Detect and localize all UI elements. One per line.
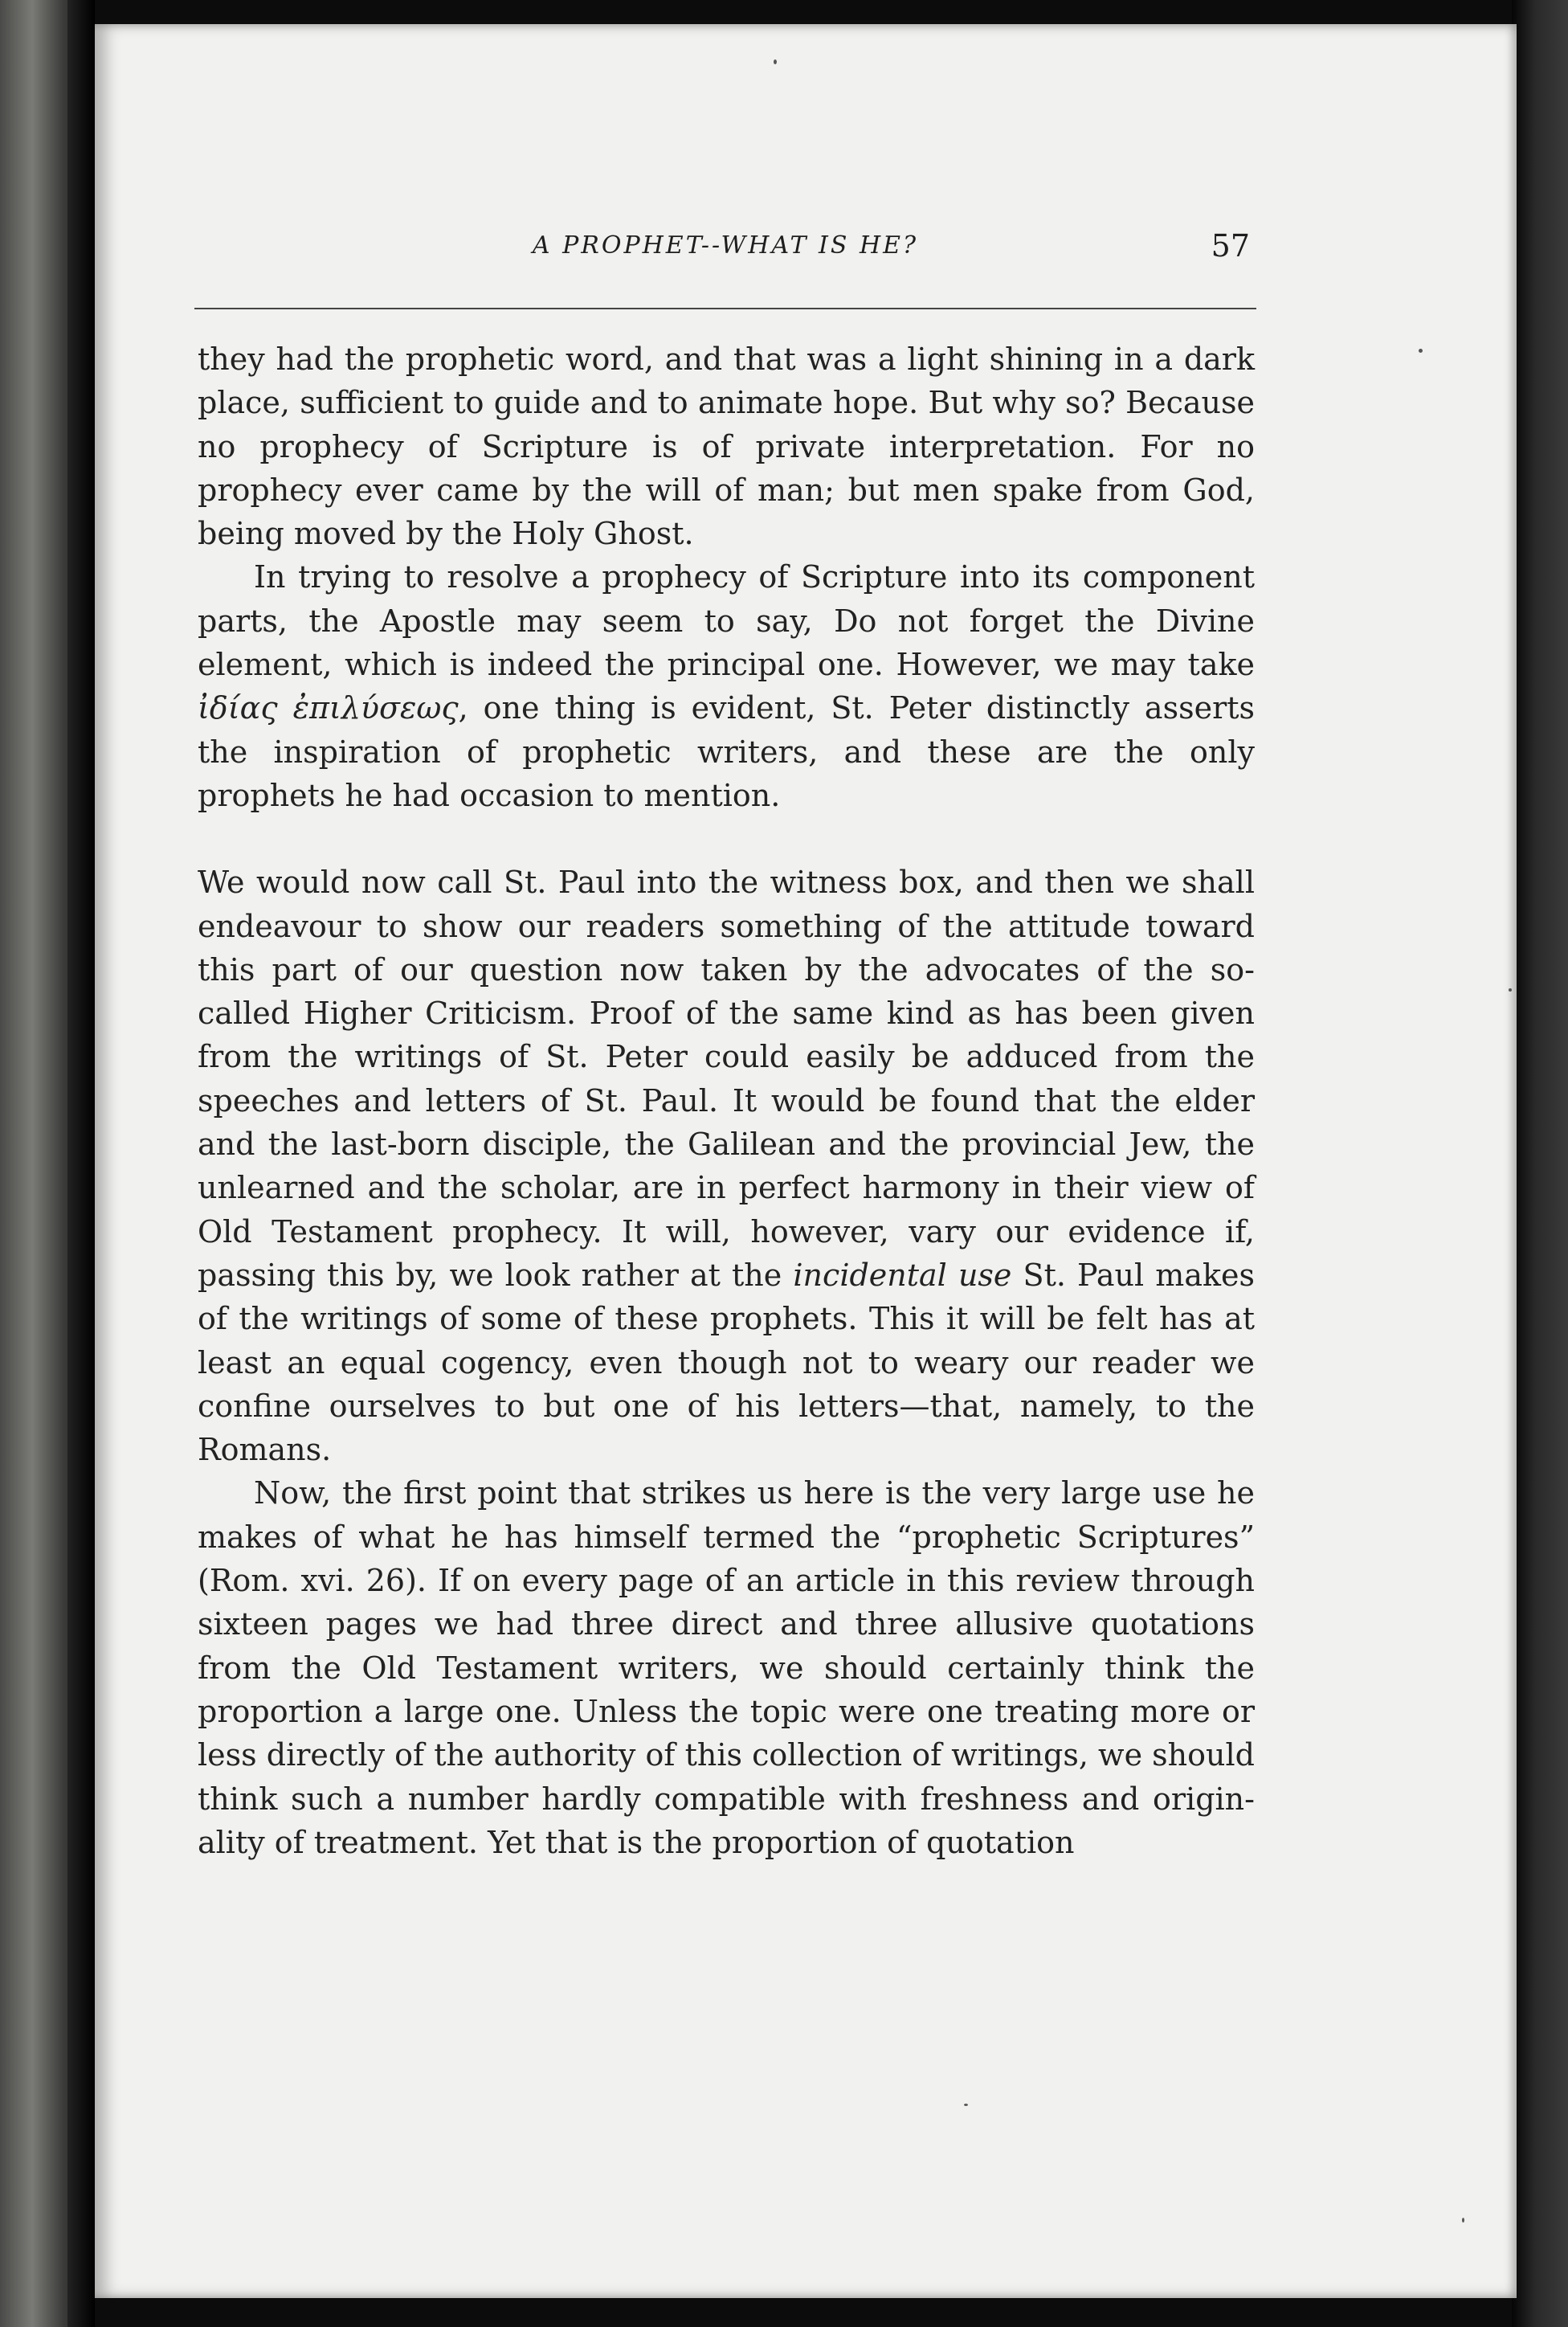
- body-text: [198, 337, 1255, 1864]
- gutter-shadow: [67, 0, 95, 2327]
- page-number: 57: [1211, 228, 1250, 264]
- running-title: A PROPHET--WHAT IS HE?: [532, 231, 919, 260]
- paragraph-3: [198, 861, 1255, 1471]
- paragraph-4: Now, the first point that strikes us here is the very large use he makes of what he has himself termed the “prophetic Scriptures” (Rom. xvi. 26). If on every page of an article in this review through sixteen pages we had three direct and three allusive quotations from the Old Testament writers, we should certainly think the proportion a large one. Unless the topic were one treating more or less directly of the authority of this collection of writings, we should think such a number hardly compatible with freshness and originality of treatment. Yet that is the proportion of quotation: [198, 1475, 1255, 1860]
- paragraph-2: [198, 555, 1255, 817]
- paragraph-2-before: In trying to resolve a prophecy of Scripture into its component parts, the Apostle may seem to say, Do not forget the Divine element, which is indeed the principal one. However, we may take: [198, 559, 1255, 683]
- header-rule: [194, 308, 1256, 309]
- book-edge: [1512, 0, 1568, 2327]
- page-header: [194, 228, 1256, 276]
- paragraph-3-after: St. Paul makes of the writings of some of these prophets. This it will be felt has at least an equal cogency, even though not to weary our reader we confine ourselves to but one of his letters—that, namely, to the Romans.: [198, 1257, 1255, 1468]
- paragraph-2-after: , one thing is evident, St. Peter distinctly asserts the inspiration of prophetic writers, and these are the only prophets he had occasion to mention.: [198, 690, 1256, 813]
- paragraph-3-before: We would now call St. Paul into the witness box, and then we shall endeavour to show our readers something of the attitude toward this part of our question now taken by the advocates of the so-called Higher Criticism. Proof of the same kind as has been given from the writings of St. Peter could easily be adduced from the speeches and letters of St. Paul. It would be found that the elder and the last-born disciple, the Galilean and the provincial Jew, the unlearned and the scholar, are in perfect harmony in their view of Old Testament prophecy. It will, however, vary our evidence if, passing this by, we look rather at the: [198, 865, 1255, 1293]
- emphasis-incidental-use: incidental use: [793, 1257, 1012, 1293]
- greek-phrase: ἰδίας ἐπιλύσεως: [198, 690, 459, 726]
- paragraph-1: they had the prophetic word, and that was a light shining in a dark place, sufficient to guide and to animate hope. But why so? Because no prophecy of Scripture is of private interpretation. For no prophecy ever came by the will of man; but men spake from God, being moved by the Holy Ghost.: [198, 341, 1255, 552]
